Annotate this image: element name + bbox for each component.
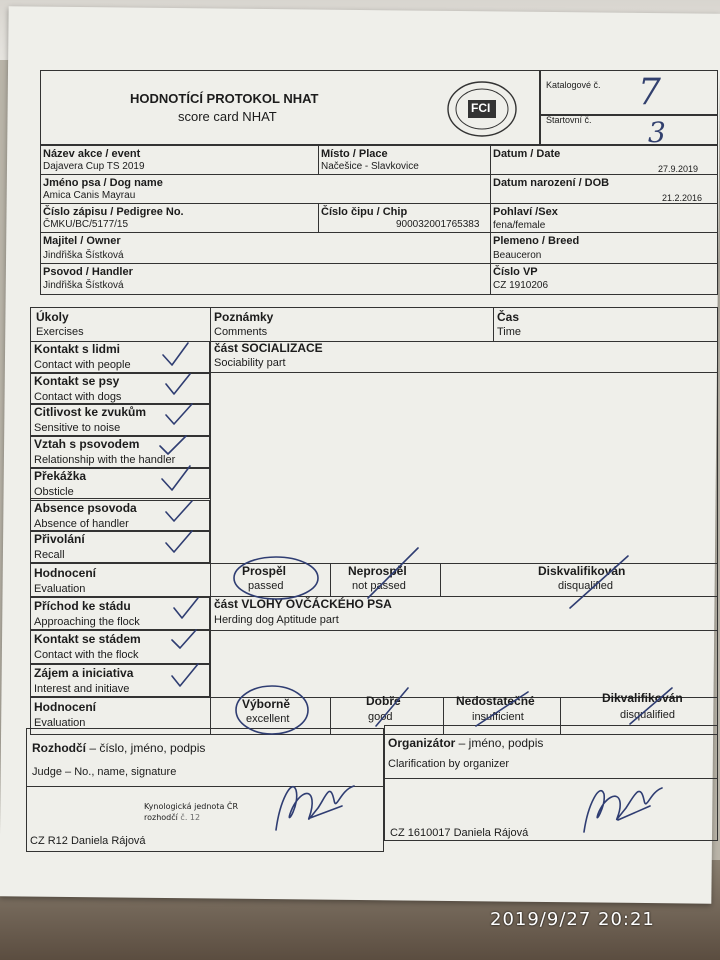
exercise-name: Překážka: [34, 468, 87, 483]
event-label: Název akce / event: [43, 148, 141, 160]
evaluation-label-en: Evaluation: [34, 583, 86, 595]
dog-name-value: Amica Canis Mayrau: [43, 190, 136, 201]
table-rule: [210, 630, 718, 631]
catalog-box: [540, 70, 718, 115]
grade-excellent: Výborně: [242, 697, 291, 711]
owner-label: Majitel / Owner: [43, 235, 121, 247]
judge-label-rest: – číslo, jméno, podpis: [86, 741, 206, 755]
result-disqualified: Diskvalifikován: [538, 564, 626, 578]
exercise-name-en: Obsticle: [34, 485, 74, 498]
fci-logo: [446, 80, 518, 138]
judge-label-bold: Rozhodčí: [32, 741, 86, 755]
grade-disqualified-en: disqualified: [620, 709, 676, 721]
herding-task-name: Příchod ke stádu: [34, 599, 131, 613]
exercise-name: Kontakt s lidmi: [34, 342, 121, 356]
sex-value: fena/female: [493, 220, 546, 231]
grade-good: Dobře: [366, 694, 401, 708]
col-time: Čas: [497, 310, 520, 324]
footer-rule: [384, 778, 718, 779]
sociability-part-title: část SOCIALIZACE: [214, 341, 323, 355]
herding-task-name-en: Interest and initiave: [34, 682, 130, 695]
result-passed: Prospěl: [242, 564, 287, 578]
date-value: 27.9.2019: [658, 164, 699, 174]
result-not-passed-en: not passed: [352, 580, 406, 592]
col-comments: Poznámky: [214, 310, 274, 324]
place-label: Místo / Place: [321, 148, 388, 160]
pedigree-value: ČMKU/BC/5177/15: [43, 219, 129, 230]
herding-part-subtitle: Herding dog Aptitude part: [214, 614, 339, 626]
stamp-line-2: [144, 812, 200, 824]
dog-name-label: Jméno psa / Dog name: [43, 177, 163, 189]
exercise-name-en: Relationship with the handler: [34, 454, 176, 467]
start-value: 3: [648, 116, 666, 149]
grade-insufficient-en: insufficient: [472, 711, 524, 723]
handler-value: Jindřiška Šístková: [43, 280, 124, 291]
exercise-name-en: Sensitive to noise: [34, 422, 121, 435]
sex-label: Pohlaví /Sex: [493, 206, 558, 218]
pedigree-label: Číslo zápisu / Pedigree No.: [43, 206, 184, 218]
stamp-line-3: č. 12: [180, 813, 201, 822]
info-rule: [40, 263, 718, 264]
info-rule: [40, 232, 718, 233]
exercise-name-en: Absence of handler: [34, 517, 129, 530]
organizer-label-rest: – jméno, podpis: [455, 736, 544, 750]
table-rule: [210, 597, 211, 697]
result-not-passed: Neprospěl: [348, 564, 407, 578]
breed-value: Beauceron: [493, 250, 542, 261]
start-label: Startovní č.: [546, 115, 592, 125]
judge-label-en: Judge – No., name, signature: [32, 766, 177, 778]
event-value: Dajavera Cup TS 2019: [43, 161, 145, 172]
grade-label-en: Evaluation: [34, 717, 86, 729]
exercise-name-en: Recall: [34, 549, 65, 562]
col-comments-en: Comments: [214, 326, 268, 338]
result-disqualified-en: disqualified: [558, 580, 614, 592]
catalog-value: 7: [638, 72, 661, 113]
grade-label: Hodnocení: [34, 700, 96, 714]
page-title: HODNOTÍCÍ PROTOKOL NHAT: [130, 91, 319, 106]
info-rule: [318, 203, 319, 232]
organizer-label-en: Clarification by organizer: [388, 758, 510, 770]
dob-value: 21.2.2016: [662, 193, 703, 203]
table-rule: [493, 307, 494, 341]
info-rule: [40, 203, 718, 204]
table-rule: [210, 372, 718, 373]
stamp-line-2-text: rozhodčí: [144, 813, 178, 822]
place-value: Načešice - Slavkovice: [321, 161, 419, 172]
footer-rule: [26, 786, 384, 787]
herding-task-name: Kontakt se stádem: [34, 632, 141, 647]
chip-label: Číslo čipu / Chip: [321, 206, 408, 218]
breed-label: Plemeno / Breed: [493, 235, 580, 247]
grade-excellent-en: excellent: [246, 713, 290, 725]
date-label: Datum / Date: [493, 148, 561, 160]
col-exercises: Úkoly: [36, 310, 69, 324]
table-rule: [210, 307, 211, 563]
sociability-part-subtitle: Sociability part: [214, 357, 286, 369]
info-rule: [318, 145, 319, 174]
exercise-name: Vztah s psovodem: [34, 437, 140, 452]
exercise-name: Citlivost ke zvukům: [34, 405, 147, 420]
chip-value: 900032001765383: [396, 219, 480, 230]
exercise-name-en: Contact with dogs: [34, 390, 122, 403]
organizer-name: CZ 1610017 Daniela Rájová: [390, 827, 529, 839]
page-subtitle: score card NHAT: [178, 109, 277, 124]
exercise-name: Kontakt se psy: [34, 373, 120, 388]
vp-value: CZ 1910206: [493, 280, 549, 291]
exercise-name: Absence psovoda: [34, 500, 137, 515]
owner-value: Jindřiška Šístková: [43, 250, 124, 261]
judge-name: CZ R12 Daniela Rájová: [30, 835, 146, 847]
stamp-line-1: Kynologická jednota ČR: [144, 802, 239, 811]
table-rule: [330, 563, 331, 597]
fci-logo-text: FCI: [471, 101, 491, 115]
col-exercises-en: Exercises: [36, 326, 84, 338]
grade-insufficient: Nedostatečné: [456, 694, 535, 708]
evaluation-label: Hodnocení: [34, 566, 96, 580]
handler-label: Psovod / Handler: [43, 266, 133, 278]
table-rule: [210, 563, 211, 597]
result-passed-en: passed: [248, 580, 284, 592]
col-time-en: Time: [497, 326, 522, 338]
grade-disqualified: Dikvalifikován: [602, 691, 683, 705]
info-rule: [40, 174, 718, 175]
judge-label: [32, 742, 205, 754]
herding-task-name: Zájem a iniciativa: [34, 665, 134, 680]
catalog-label: Katalogové č.: [546, 80, 601, 90]
organizer-label: [388, 737, 543, 749]
dob-label: Datum narození / DOB: [493, 177, 610, 189]
grade-good-en: good: [368, 711, 393, 723]
exercise-name-en: Contact with people: [34, 359, 131, 371]
herding-task-name-en: Contact with the flock: [34, 649, 139, 662]
organizer-label-bold: Organizátor: [388, 736, 456, 750]
herding-task-name-en: Approaching the flock: [34, 616, 140, 628]
photo-timestamp: 2019/9/27 20:21: [490, 909, 655, 930]
info-rule: [490, 145, 491, 295]
table-rule: [440, 563, 441, 597]
vp-label: Číslo VP: [493, 266, 538, 278]
exercise-name: Přivolání: [34, 532, 85, 547]
herding-part-title: část VLOHY OVČÁCKÉHO PSA: [214, 597, 392, 611]
